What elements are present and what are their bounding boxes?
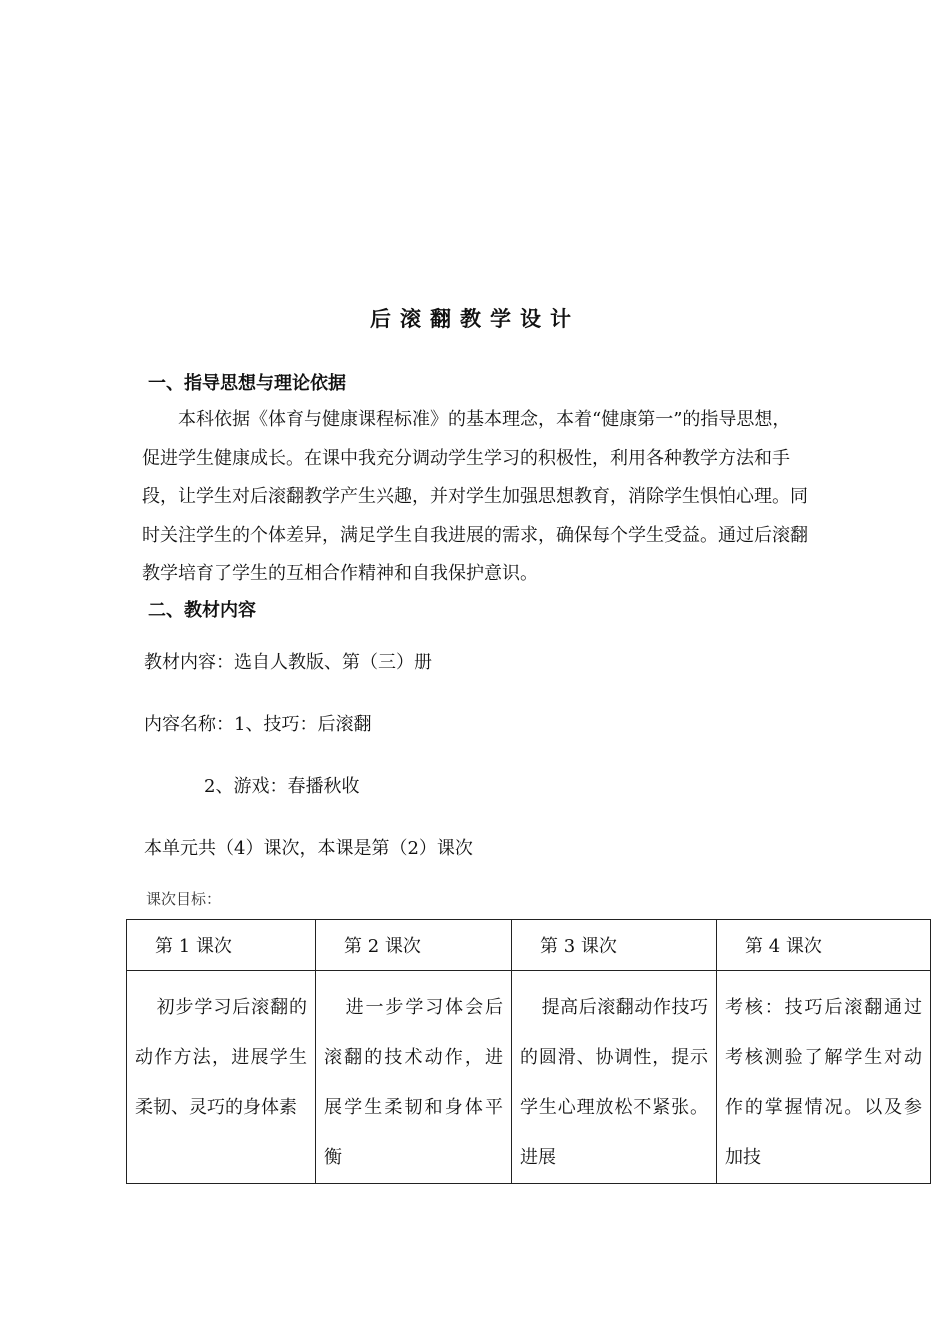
section-body-guiding-thought: 本科依据《体育与健康课程标准》的基本理念，本着“健康第一”的指导思想，促进学生健康成长。在课中我充分调动学生学习的积极性，利用各种教学方法和手段，让学生对后滚翻教学产生兴趣，并对学生加强思想教育，消除学生惧怕心理。同时关注学生的个体差异，满足学生自我进展的需求，确保每个学生受益。通过后滚翻教学培育了学生的互相合作精神和自我保护意识。	[142, 409, 808, 584]
table-header-lesson-1: 第 1 课次	[127, 920, 316, 971]
table-cell-lesson-4: 考核：技巧后滚翻通过考核测验了解学生对动作的掌握情况。以及参加技	[717, 971, 931, 1184]
table-header-lesson-4: 第 4 课次	[717, 920, 931, 971]
table-row	[127, 971, 931, 1184]
table-cell-lesson-1: 初步学习后滚翻的动作方法，进展学生柔韧、灵巧的身体素	[127, 971, 316, 1184]
table-header-lesson-2: 第 2 课次	[316, 920, 512, 971]
table-header-lesson-3: 第 3 课次	[512, 920, 717, 971]
table-cell-lesson-2: 进一步学习体会后滚翻的技术动作，进展学生柔韧和身体平衡	[316, 971, 512, 1184]
content-name-item-2: 2、游戏：春播秋收	[204, 776, 360, 797]
table-cell-lesson-3: 提高后滚翻动作技巧的圆滑、协调性，提示学生心理放松不紧张。进展	[512, 971, 717, 1184]
unit-lesson-info: 本单元共（4）课次，本课是第（2）课次	[144, 838, 473, 859]
section-heading-guiding-thought: 一、指导思想与理论依据	[148, 373, 346, 394]
page-title: 后滚翻教学设计	[370, 307, 580, 331]
table-header-row	[127, 920, 931, 971]
content-name-item-1: 内容名称：1、技巧：后滚翻	[144, 714, 372, 735]
lesson-goals-table	[126, 919, 931, 1184]
lesson-goals-label: 课次目标：	[146, 890, 222, 908]
section-heading-materials: 二、教材内容	[148, 600, 256, 621]
material-source: 教材内容：选自人教版、第（三）册	[144, 652, 432, 673]
